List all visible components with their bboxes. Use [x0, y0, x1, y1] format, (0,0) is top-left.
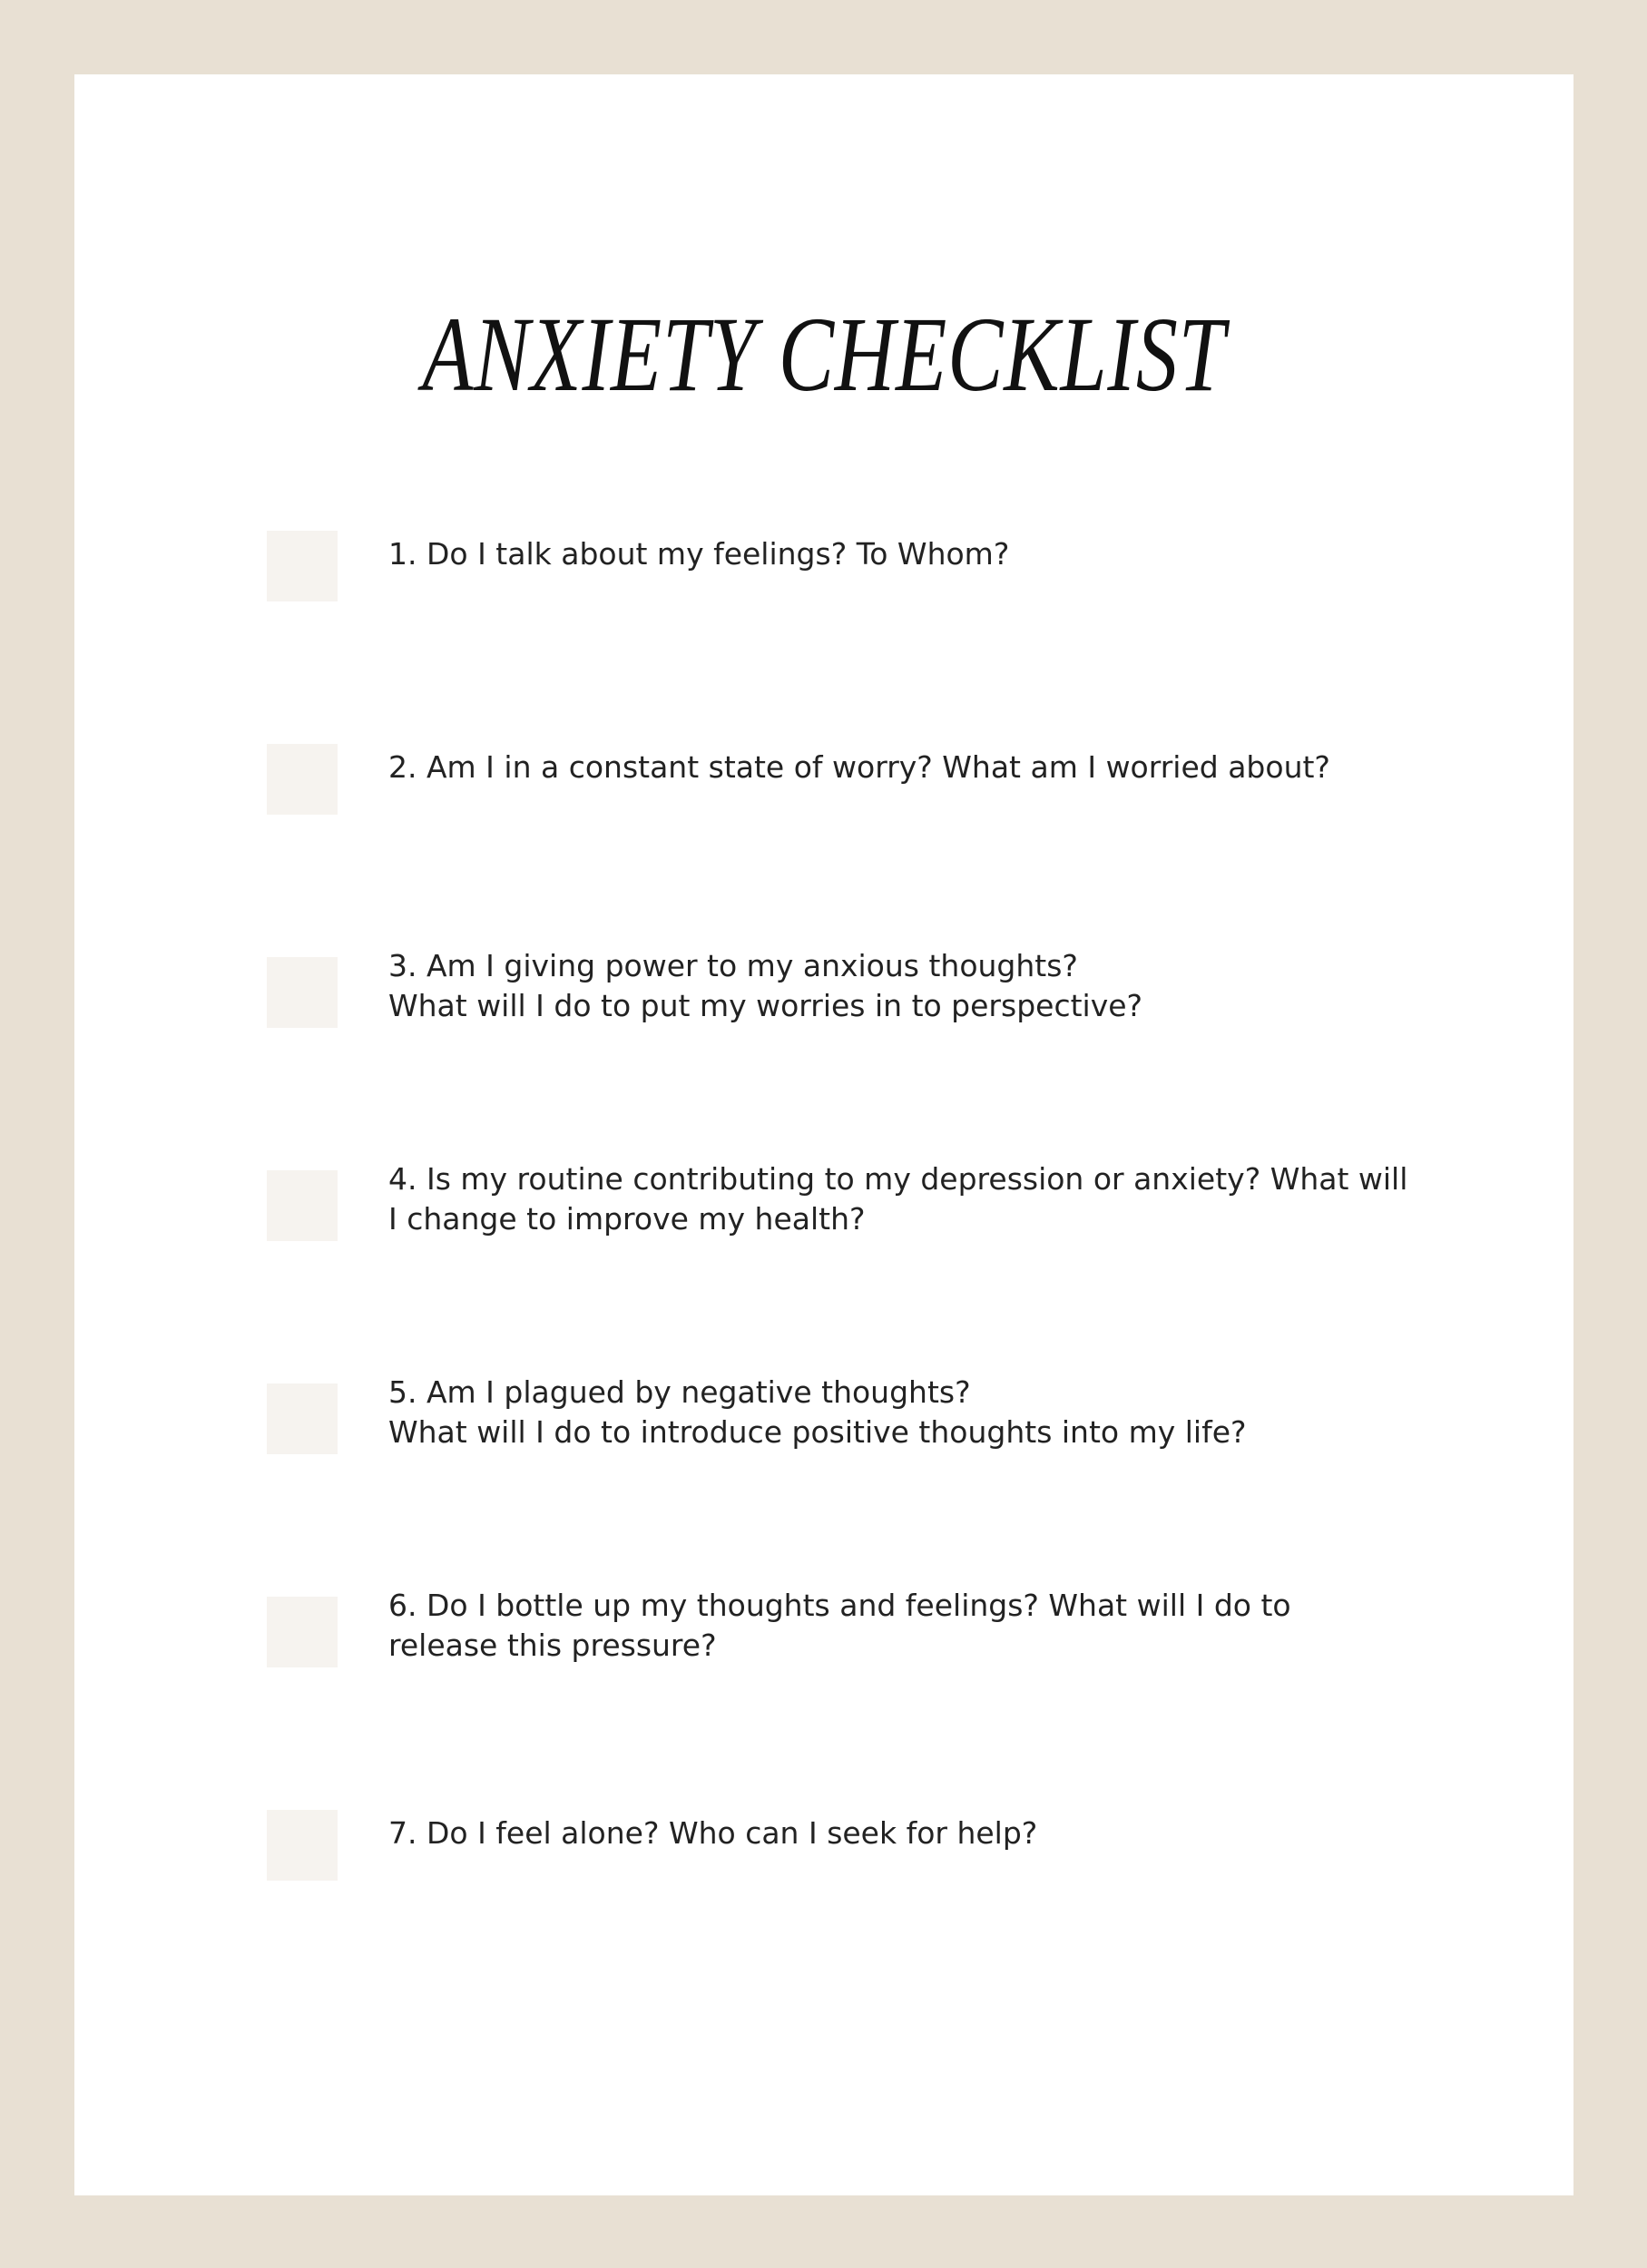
item-5-text: 5. Am I plagued by negative thoughts? What will I do to introduce positive thoughts into my life? [388, 1374, 1247, 1450]
page-title: ANXIETY CHECKLIST [422, 295, 1226, 414]
checkbox-item-7[interactable] [267, 1810, 338, 1881]
checkbox-item-3[interactable] [267, 957, 338, 1028]
checklist-page [74, 74, 1573, 2195]
item-1-text: 1. Do I talk about my feelings? To Whom? [388, 536, 1010, 572]
checklist-item-4 [267, 1161, 1501, 1243]
item-6-text: 6. Do I bottle up my thoughts and feelings? What will I do to release this pressure? [388, 1588, 1291, 1663]
checklist-item-3 [267, 948, 1501, 1030]
item-4-text: 4. Is my routine contributing to my depression or anxiety? What will I change to improve my health? [388, 1161, 1408, 1237]
checklist-item-2 [267, 744, 1501, 816]
checkbox-item-1[interactable] [267, 531, 338, 601]
checkbox-item-6[interactable] [267, 1597, 338, 1667]
checklist-item-7 [267, 1810, 1501, 1882]
item-2-text: 2. Am I in a constant state of worry? What am I worried about? [388, 749, 1330, 785]
item-7-text: 7. Do I feel alone? Who can I seek for help? [388, 1815, 1038, 1851]
checklist-item-6 [267, 1588, 1501, 1669]
checklist-item-5 [267, 1374, 1501, 1456]
checkbox-item-5[interactable] [267, 1383, 338, 1454]
item-3-text: 3. Am I giving power to my anxious thoughts? What will I do to put my worries in to perspective? [388, 948, 1143, 1023]
checkbox-item-2[interactable] [267, 744, 338, 815]
checklist-item-1 [267, 531, 1501, 603]
checkbox-item-4[interactable] [267, 1170, 338, 1241]
